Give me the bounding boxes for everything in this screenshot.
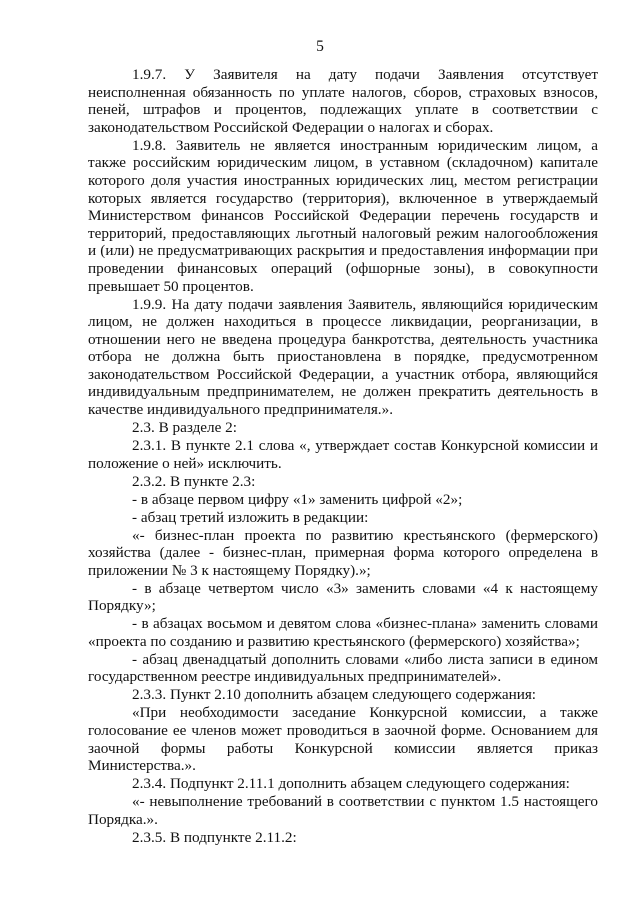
paragraph-2-3: 2.3. В разделе 2: (132, 419, 237, 437)
paragraph-2-3-2-item-1: - в абзаце первом цифру «1» заменить цифрой «2»; (132, 490, 463, 508)
paragraph-2-3-3-quote: «При необходимости заседание Конкурсной комиссии, а также голосование ее членов может проводиться в заочной форме. Основанием для заочной формы работы Конкурсной комиссии является приказ Министерства.». (88, 704, 598, 775)
paragraph-2-3-3: 2.3.3. Пункт 2.10 дополнить абзацем следующего содержания: (132, 686, 537, 704)
paragraph-2-3-4: 2.3.4. Подпункт 2.11.1 дополнить абзацем следующего содержания: (132, 775, 570, 793)
document-body (88, 66, 598, 846)
paragraph-2-3-2-item-3: - в абзаце четвертом число «3» заменить словами «4 к настоящему Порядку»; (88, 579, 598, 615)
paragraph-1-9-8: 1.9.8. Заявитель не является иностранным юридическим лицом, а также российским юридическим лицом, в уставном (складочном) капитале которого доля участия иностранных юридических лиц, местом регистрации которых является государство (территория), включенное в утверждаемый Министерством финансов Российской Федерации перечень государств и территорий, предоставляющих льготный налоговый режим налогообложения и (или) не предусматривающих раскрытия и предоставления информации при проведении финансовых операций (офшорные зоны), в совокупности превышает 50 процентов. (88, 136, 598, 295)
paragraph-2-3-2-quote: «- бизнес-план проекта по развитию крестьянского (фермерского) хозяйства (далее - бизнес-план, примерная форма которого определена в приложении № 3 к настоящему Порядку).»; (88, 526, 598, 579)
paragraph-2-3-4-quote: «- невыполнение требований в соответствии с пунктом 1.5 настоящего Порядка.». (88, 793, 598, 828)
paragraph-2-3-2-item-2: - абзац третий изложить в редакции: (132, 508, 369, 526)
paragraph-1-9-7: 1.9.7. У Заявителя на дату подачи Заявления отсутствует неисполненная обязанность по уплате налогов, сборов, страховых взносов, пеней, штрафов и процентов, подлежащих уплате в соответствии с законодательством Российской Федерации о налогах и сборах. (88, 66, 598, 136)
paragraph-2-3-2-item-5: - абзац двенадцатый дополнить словами «либо листа записи в едином государственном реестре индивидуальных предпринимателей». (88, 650, 598, 686)
page-number: 5 (316, 38, 324, 55)
paragraph-2-3-1: 2.3.1. В пункте 2.1 слова «, утверждает состав Конкурсной комиссии и положение о ней» исключить. (88, 437, 598, 472)
paragraph-1-9-9: 1.9.9. На дату подачи заявления Заявитель, являющийся юридическим лицом, не должен находиться в процессе ликвидации, реорганизации, в отношении него не введена процедура банкротства, деятельность участника отбора не должна быть приостановлена в порядке, предусмотренном законодательством Российской Федерации, а участник отбора, являющийся индивидуальным предпринимателем, не должен прекратить деятельность в качестве индивидуального предпринимателя.». (88, 295, 598, 419)
paragraph-2-3-2: 2.3.2. В пункте 2.3: (132, 472, 256, 490)
paragraph-2-3-5: 2.3.5. В подпункте 2.11.2: (132, 828, 297, 846)
paragraph-2-3-2-item-4: - в абзацах восьмом и девятом слова «бизнес-плана» заменить словами «проекта по созданию и развитию крестьянского (фермерского) хозяйства»; (88, 615, 598, 650)
